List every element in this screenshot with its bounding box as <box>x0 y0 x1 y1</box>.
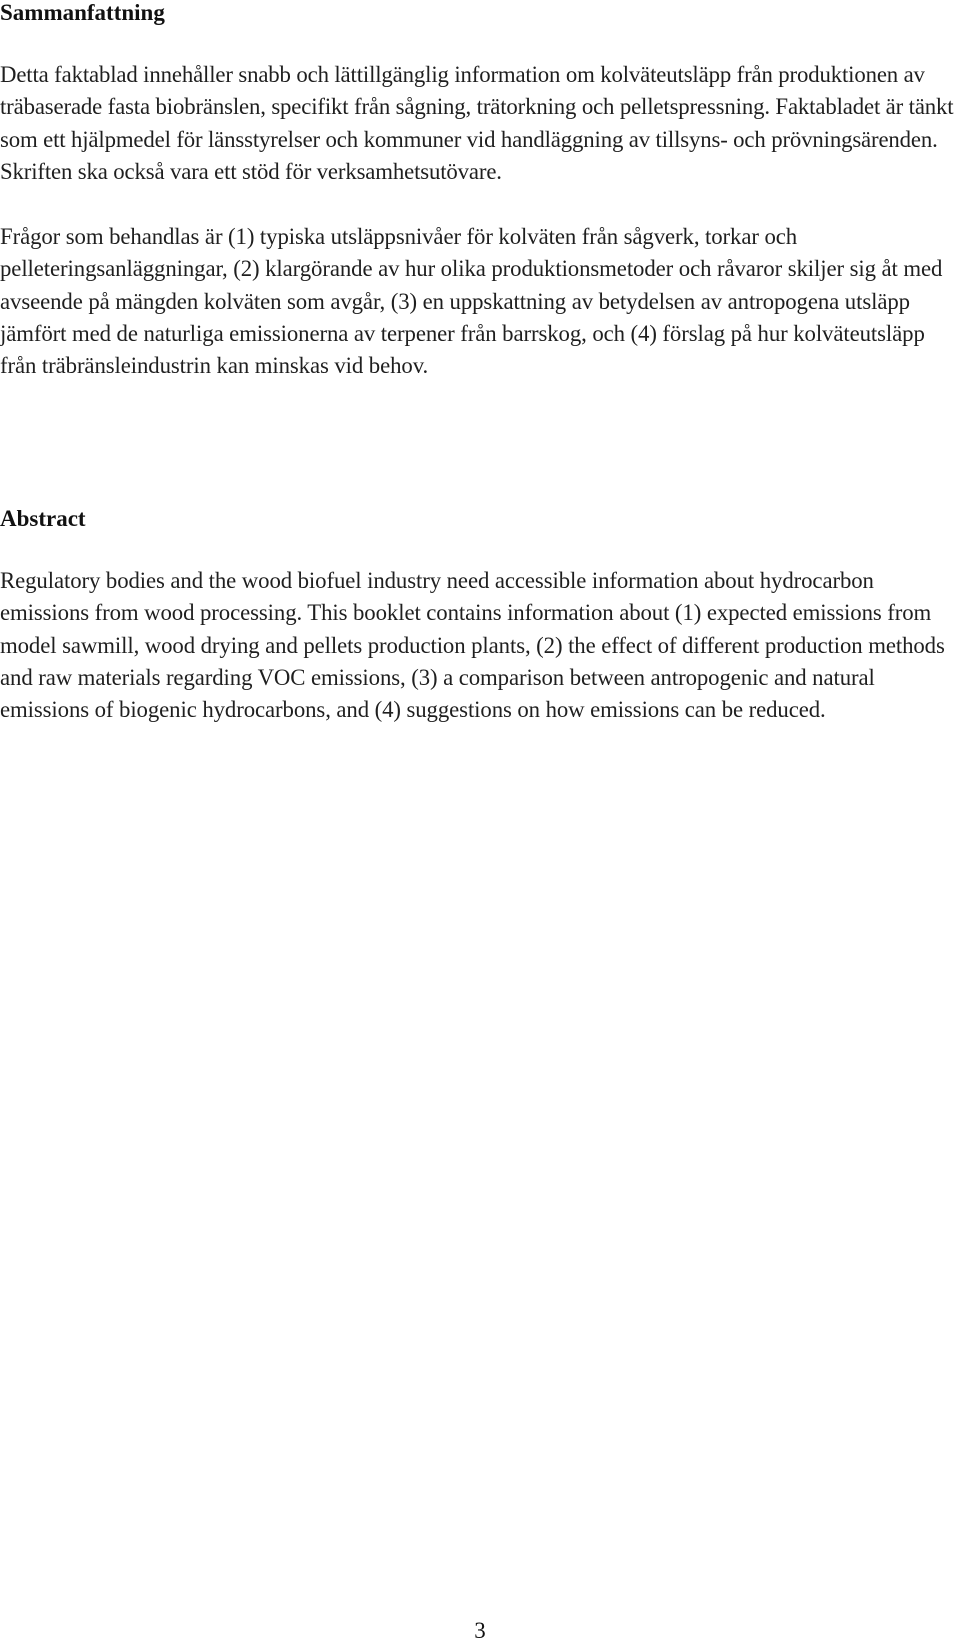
abstract-heading: Abstract <box>0 506 86 531</box>
summary-paragraph-intro: Detta faktablad innehåller snabb och lättillgänglig information om kolväteutsläpp från produktionen av träbaserade fasta biobränslen, specifikt från sågning, trätorkning och pelletspressning. Faktabladet är tänkt som ett hjälpmedel för länsstyrelser och kommuner vid handläggning av tillsyns- och prövningsärenden. Skriften ska också vara ett stöd för verksamhetsutövare. <box>0 62 954 184</box>
page-number: 3 <box>474 1618 486 1643</box>
summary-paragraph-questions: Frågor som behandlas är (1) typiska utsläppsnivåer för kolväten från sågverk, torkar och pelleteringsanläggningar, (2) klargörande av hur olika produktionsmetoder och råvaror skiljer sig åt med avseende på mängden kolväten som avgår, (3) en uppskattning av betydelsen av antropogena utsläpp jämfört med de naturliga emissionerna av terpener från barrskog, och (4) förslag på hur kolväteutsläpp från träbränsleindustrin kan minskas vid behov. <box>0 224 943 379</box>
summary-heading: Sammanfattning <box>0 0 165 25</box>
abstract-paragraph: Regulatory bodies and the wood biofuel industry need accessible information about hydrocarbon emissions from wood processing. This booklet contains information about (1) expected emissions from model sawmill, wood drying and pellets production plants, (2) the effect of different production methods and raw materials regarding VOC emissions, (3) a comparison between antropogenic and natural emissions of biogenic hydrocarbons, and (4) suggestions on how emissions can be reduced. <box>0 568 945 723</box>
